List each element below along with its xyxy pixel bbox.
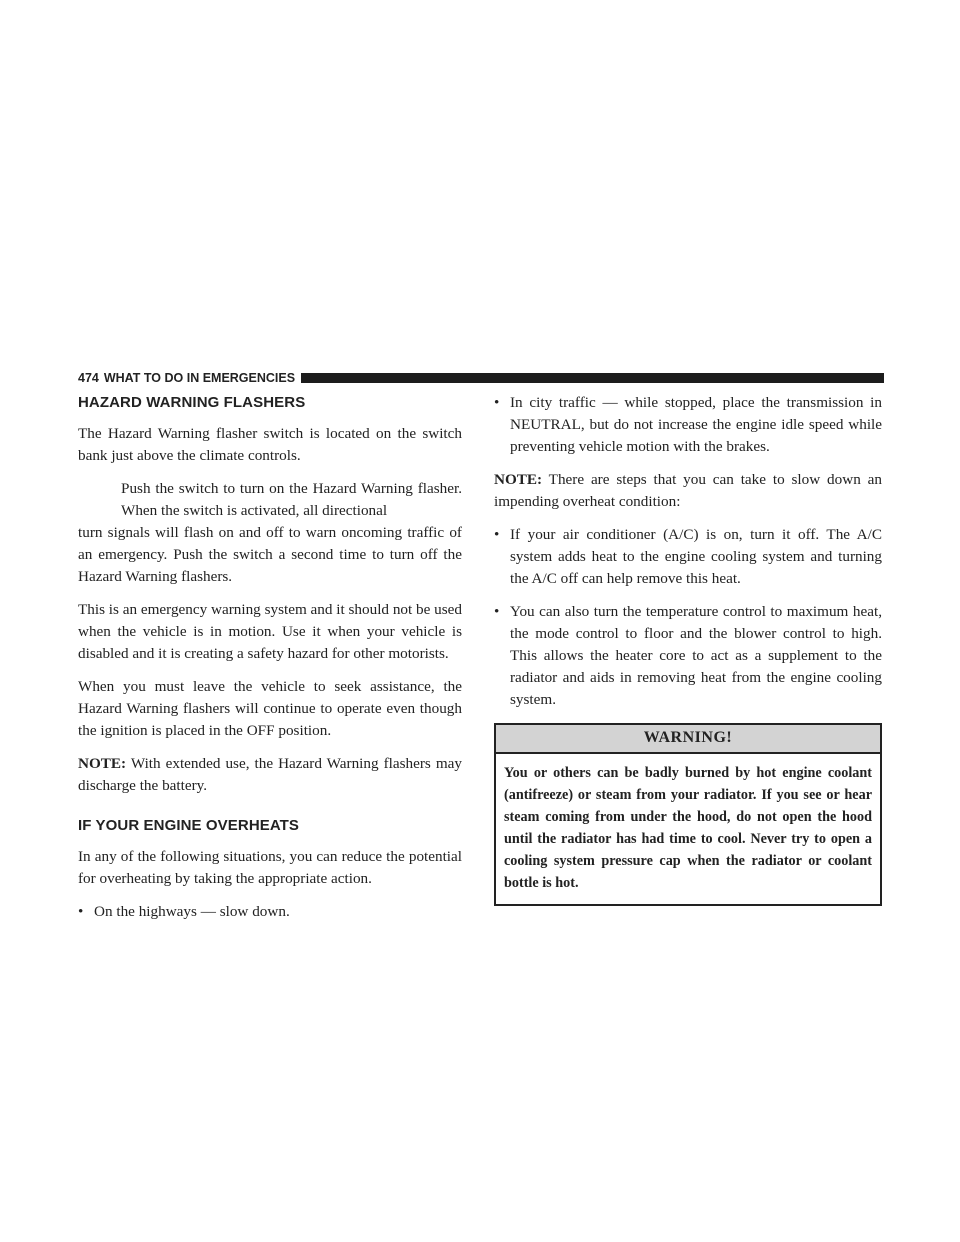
- list-item-text: If your air conditioner (A/C) is on, turn it off. The A/C system adds heat to the engine cooling system and turning the A/C off can help remove this heat.: [510, 526, 882, 587]
- list-item: [78, 901, 462, 923]
- hazard-location-paragraph: The Hazard Warning flasher switch is located on the switch bank just above the climate controls.: [78, 425, 462, 464]
- warning-box: [494, 723, 882, 906]
- bullet-icon: •: [78, 903, 84, 920]
- warning-title: WARNING!: [496, 725, 880, 754]
- list-item-text: You can also turn the temperature control to maximum heat, the mode control to floor and the blower control to high. This allows the heater core to act as a supplement to the radiator and aids in removing heat from the engine cooling system.: [510, 603, 882, 708]
- bullet-icon: •: [494, 603, 500, 620]
- list-item-text: On the highways — slow down.: [94, 903, 290, 920]
- overheat-heading: IF YOUR ENGINE OVERHEATS: [78, 817, 300, 834]
- hazard-note: [78, 753, 462, 797]
- note-text: With extended use, the Hazard Warning flashers may discharge the battery.: [78, 755, 462, 794]
- page-number: 474: [78, 371, 99, 385]
- warning-text: You or others can be badly burned by hot engine coolant (antifreeze) or steam from your radiator. If you see or hear steam coming from under the hood, do not open the hood until the radiator has had time to cool. Never try to open a cooling system pressure cap when the radiator or coolant bottle is hot.: [504, 765, 872, 891]
- list-item: [494, 524, 882, 590]
- overheat-note: [494, 469, 882, 513]
- hazard-switch-first-lines: Push the switch to turn on the Hazard Warning flasher. When the switch is activated, all directional: [121, 480, 462, 519]
- list-item: [494, 392, 882, 458]
- bullet-icon: •: [494, 394, 500, 411]
- left-column: [78, 392, 462, 934]
- hazard-ignition-paragraph: When you must leave the vehicle to seek assistance, the Hazard Warning flashers will continue to operate even though the ignition is placed in the OFF position.: [78, 678, 462, 739]
- hazard-heading: HAZARD WARNING FLASHERS: [78, 394, 306, 411]
- note-label: NOTE:: [494, 471, 543, 488]
- list-item: [494, 601, 882, 711]
- bullet-icon: •: [494, 526, 500, 543]
- note-label: NOTE:: [78, 755, 127, 772]
- overheat-intro-paragraph: In any of the following situations, you can reduce the potential for overheating by taking the appropriate action.: [78, 848, 462, 887]
- page-header: [78, 371, 884, 385]
- section-title: WHAT TO DO IN EMERGENCIES: [103, 371, 296, 385]
- list-item-text: In city traffic — while stopped, place the transmission in NEUTRAL, but do not increase the engine idle speed while preventing vehicle motion with the brakes.: [510, 394, 882, 455]
- hazard-switch-rest: turn signals will flash on and off to warn oncoming traffic of an emergency. Push the switch a second time to turn off the Hazard Warning flashers.: [78, 524, 462, 585]
- note-text: There are steps that you can take to slow down an impending overheat condition:: [494, 471, 882, 510]
- hazard-usage-paragraph: This is an emergency warning system and it should not be used when the vehicle is in motion. Use it when your vehicle is disabled and it is creating a safety hazard for other motorists.: [78, 601, 462, 662]
- right-column: [494, 392, 882, 906]
- hazard-switch-paragraph: [78, 478, 462, 588]
- header-rule: [301, 373, 884, 383]
